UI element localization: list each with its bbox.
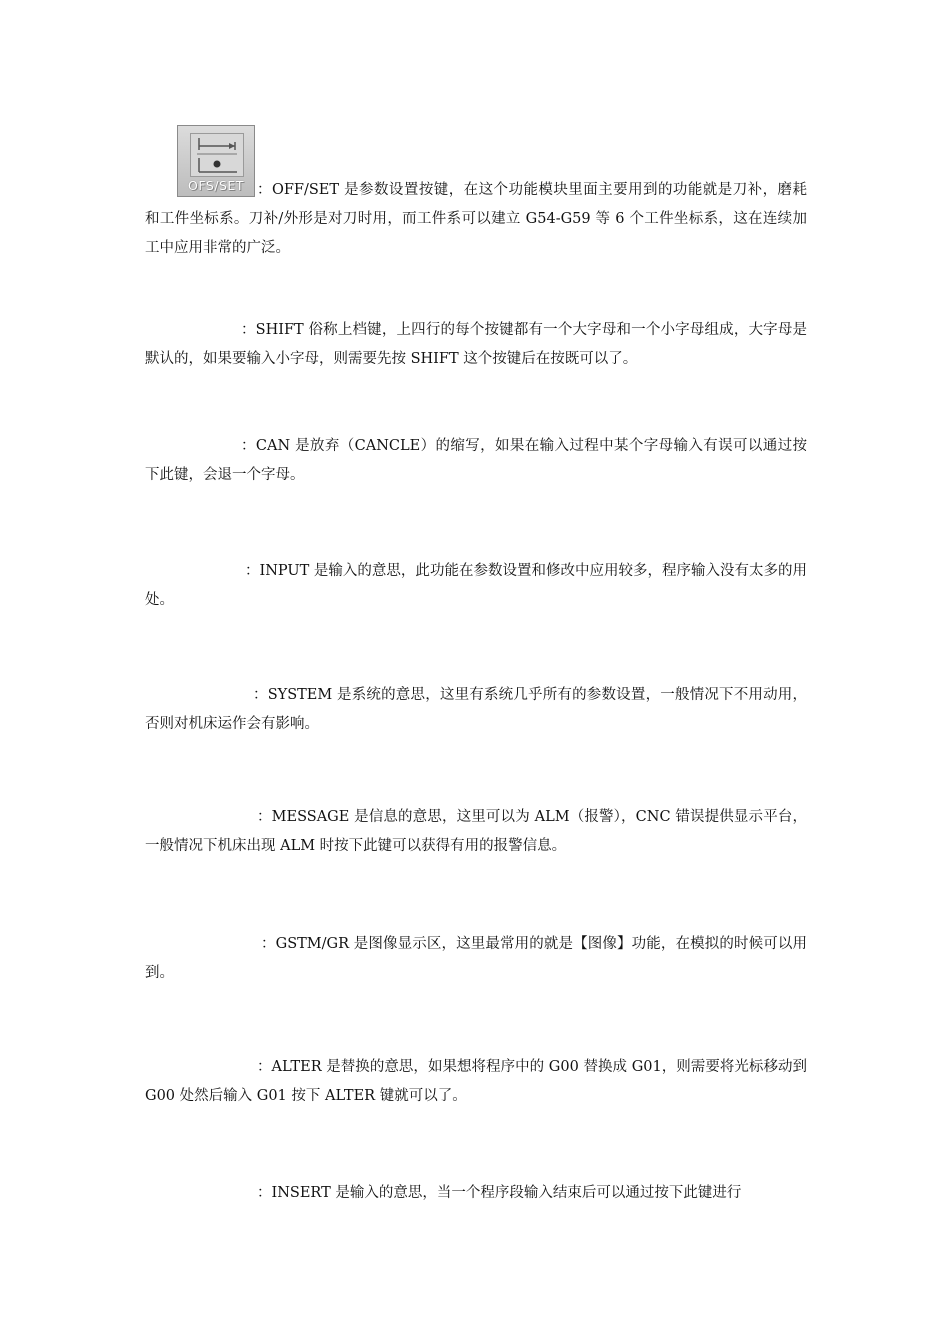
paragraph-offset-setting: ：OFF/SET 是参数设置按键，在这个功能模块里面主要用到的功能就是刀补，磨耗和工件坐标系。刀补/外形是对刀时用，而工件系可以建立 G54-G59 等 6 个工件坐标系，这在连续加工中应用非常的广泛。 <box>145 182 807 256</box>
paragraph-shift: ：SHIFT 俗称上档键，上四行的每个按键都有一个大字母和一个小字母组成，大字母是默认的，如果要输入小字母，则需要先按 SHIFT 这个按键后在按既可以了。 <box>145 322 807 367</box>
ofs-set-key-caption: OFS/SET <box>188 178 244 193</box>
paragraph-can: ：CAN 是放弃（CANCLE）的缩写，如果在输入过程中某个字母输入有误可以通过按下此键，会退一个字母。 <box>145 438 807 483</box>
paragraph-insert: ：INSERT 是输入的意思，当一个程序段输入结束后可以通过按下此键进行 <box>257 1185 742 1201</box>
offset-setting-icon <box>190 133 244 177</box>
paragraph-input: ：INPUT 是输入的意思，此功能在参数设置和修改中应用较多，程序输入没有太多的用处。 <box>145 563 807 608</box>
paragraph-message: ：MESSAGE 是信息的意思，这里可以为 ALM（报警），CNC 错误提供显示平台，一般情况下机床出现 ALM 时按下此键可以获得有用的报警信息。 <box>145 809 807 854</box>
paragraph-gstm-gr: ：GSTM/GR 是图像显示区，这里最常用的就是【图像】功能，在模拟的时候可以用到。 <box>145 936 807 981</box>
paragraph-system: ：SYSTEM 是系统的意思，这里有系统几乎所有的参数设置，一般情况下不用动用，否则对机床运作会有影响。 <box>145 687 807 732</box>
paragraph-alter: ：ALTER 是替换的意思，如果想将程序中的 G00 替换成 G01，则需要将光标移动到 G00 处然后输入 G01 按下 ALTER 键就可以了。 <box>145 1059 807 1104</box>
